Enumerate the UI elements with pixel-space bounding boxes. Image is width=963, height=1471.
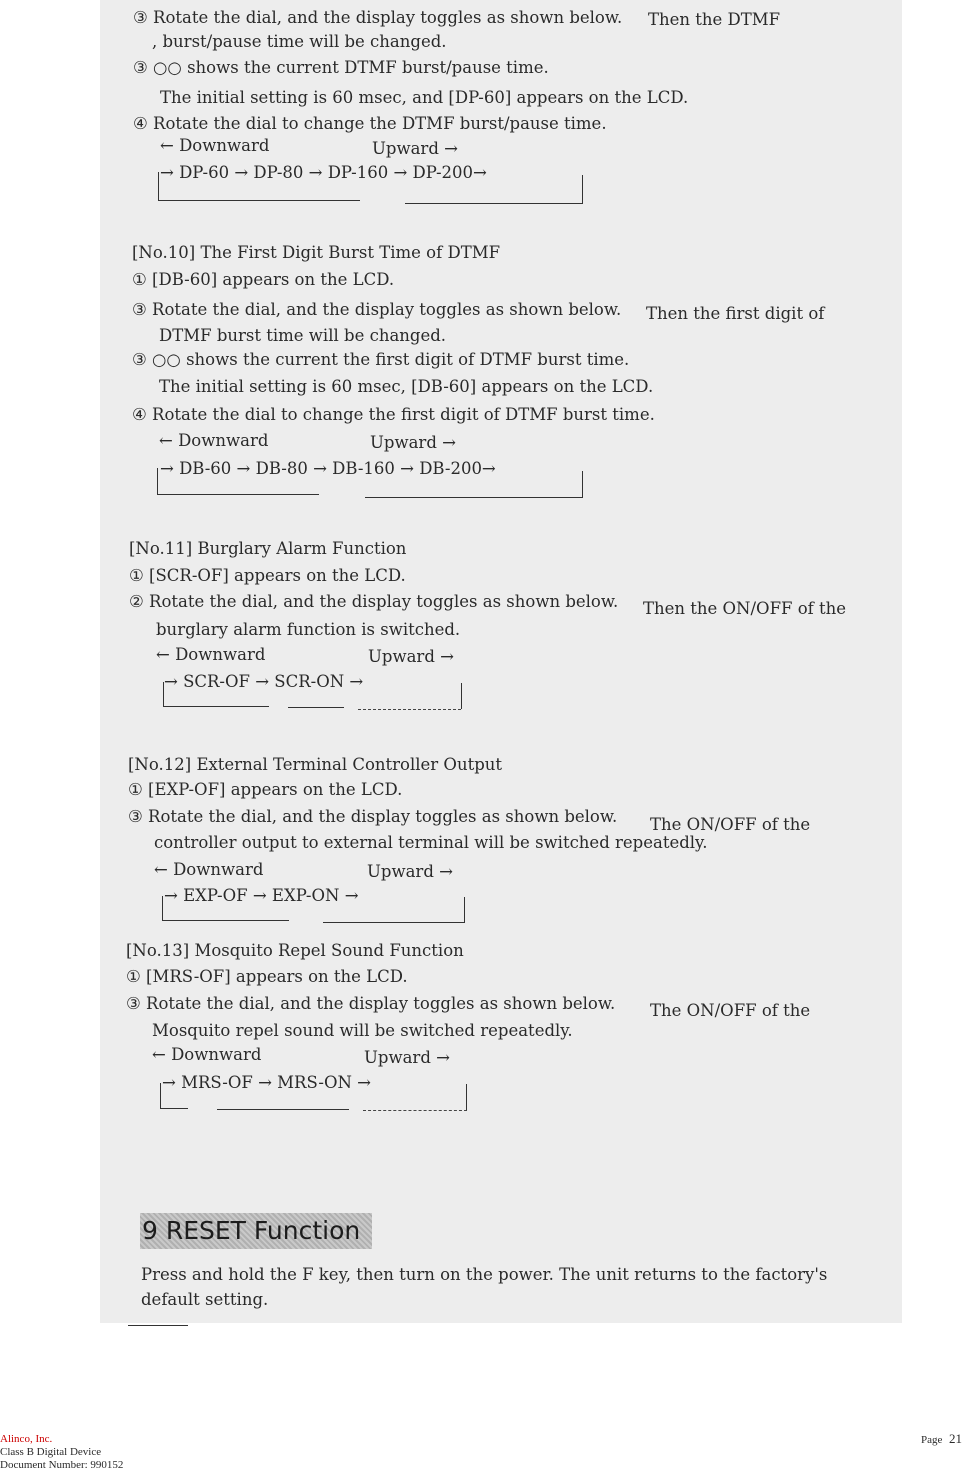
no11-upward: Upward →: [368, 647, 454, 666]
no11-cycle-line-mid: [288, 707, 344, 708]
no12-step3-right: The ON/OFF of the: [650, 815, 811, 834]
no12-heading: [No.12] External Terminal Controller Output: [128, 755, 503, 774]
reset-text-line1: Press and hold the F key, then turn on the power. The unit returns to the factory's: [141, 1265, 828, 1284]
footer-page-number: 21: [949, 1431, 962, 1446]
no10-step3a: ③ Rotate the dial, and the display toggles as shown below.: [132, 300, 622, 319]
no11-step1: ① [SCR-OF] appears on the LCD.: [129, 566, 406, 585]
no13-cycle-right-bracket: [466, 1084, 467, 1110]
no10-step4: ④ Rotate the dial to change the first digit of DTMF burst time.: [132, 405, 655, 424]
no12-cycle-line-left: [162, 920, 289, 921]
no10-cycle-right-bracket: [582, 471, 583, 497]
footer-company: Alinco, Inc.: [0, 1433, 53, 1445]
no11-cycle-diagram: → SCR-OF → SCR-ON →: [164, 672, 364, 691]
no10-step3b-cont: The initial setting is 60 msec, [DB-60] appears on the LCD.: [159, 377, 654, 396]
no12-step3-cont: controller output to external terminal will be switched repeatedly.: [154, 833, 708, 852]
no9-cycle-left-bracket: [158, 172, 159, 200]
footer-page-label: Page: [921, 1434, 943, 1446]
no13-cycle-left-bracket: [160, 1083, 161, 1108]
no10-cycle-left-bracket: [157, 468, 158, 494]
no9-cycle-line-right: [405, 203, 583, 204]
no9-cycle-line-left: [158, 200, 360, 201]
no13-step3-right: The ON/OFF of the: [650, 1001, 811, 1020]
no11-cycle-line-left: [163, 706, 269, 707]
no9-step3b-cont: The initial setting is 60 msec, and [DP-60] appears on the LCD.: [160, 88, 689, 107]
no10-cycle-line-left: [157, 494, 319, 495]
no11-step2: ② Rotate the dial, and the display toggles as shown below.: [129, 592, 619, 611]
no11-downward: ← Downward: [156, 645, 266, 664]
no9-downward: ← Downward: [160, 136, 270, 155]
no11-cycle-right-bracket: [461, 683, 462, 709]
no10-step1: ① [DB-60] appears on the LCD.: [132, 270, 395, 289]
no13-cycle-diagram: → MRS-OF → MRS-ON →: [162, 1073, 371, 1092]
no11-heading: [No.11] Burglary Alarm Function: [129, 539, 407, 558]
no11-cycle-line-right: [358, 709, 461, 710]
no10-step3a-cont: DTMF burst time will be changed.: [159, 326, 447, 345]
no12-downward: ← Downward: [154, 860, 264, 879]
no10-heading: [No.10] The First Digit Burst Time of DTMF: [132, 243, 501, 262]
page-bottom-rule: [128, 1325, 188, 1326]
no13-cycle-line-mid: [217, 1109, 349, 1110]
no13-heading: [No.13] Mosquito Repel Sound Function: [126, 941, 464, 960]
no12-cycle-right-bracket: [464, 897, 465, 922]
no12-step3: ③ Rotate the dial, and the display toggles as shown below.: [128, 807, 618, 826]
no13-cycle-line-right: [363, 1110, 467, 1111]
no9-step3a: ③ Rotate the dial, and the display toggles as shown below.: [133, 8, 623, 27]
no13-upward: Upward →: [364, 1048, 450, 1067]
no13-downward: ← Downward: [152, 1045, 262, 1064]
no12-cycle-diagram: → EXP-OF → EXP-ON →: [164, 886, 359, 905]
no12-upward: Upward →: [367, 862, 453, 881]
no10-step3b: ③ ○○ shows the current the first digit of DTMF burst time.: [132, 350, 630, 369]
footer-device: Class B Digital Device: [0, 1446, 102, 1458]
footer-doc-number: Document Number: 990152: [0, 1459, 124, 1471]
no9-step3b: ③ ○○ shows the current DTMF burst/pause time.: [133, 58, 549, 77]
no10-cycle-diagram: → DB-60 → DB-80 → DB-160 → DB-200→: [160, 459, 496, 478]
no12-cycle-left-bracket: [162, 896, 163, 920]
no9-step4: ④ Rotate the dial to change the DTMF burst/pause time.: [133, 114, 607, 133]
no10-cycle-line-right: [365, 497, 583, 498]
no10-step3a-right: Then the first digit of: [646, 304, 825, 323]
reset-text-line2: default setting.: [141, 1290, 269, 1309]
no13-cycle-line-left: [160, 1108, 188, 1109]
no11-step2-right: Then the ON/OFF of the: [643, 599, 847, 618]
reset-title: 9 RESET Function: [142, 1216, 361, 1245]
no11-step2-cont: burglary alarm function is switched.: [156, 620, 461, 639]
no13-step3-cont: Mosquito repel sound will be switched repeatedly.: [152, 1021, 573, 1040]
no12-cycle-line-right: [323, 922, 465, 923]
no9-cycle-right-bracket: [582, 175, 583, 203]
no10-upward: Upward →: [370, 433, 456, 452]
no9-step3a-cont: , burst/pause time will be changed.: [152, 32, 447, 51]
no10-downward: ← Downward: [159, 431, 269, 450]
no9-step3a-right: Then the DTMF: [648, 10, 781, 29]
no13-step1: ① [MRS-OF] appears on the LCD.: [126, 967, 408, 986]
no11-cycle-left-bracket: [163, 682, 164, 706]
no13-step3: ③ Rotate the dial, and the display toggles as shown below.: [126, 994, 616, 1013]
no9-cycle-diagram: → DP-60 → DP-80 → DP-160 → DP-200→: [160, 163, 487, 182]
no9-upward: Upward →: [372, 139, 458, 158]
no12-step1: ① [EXP-OF] appears on the LCD.: [128, 780, 403, 799]
